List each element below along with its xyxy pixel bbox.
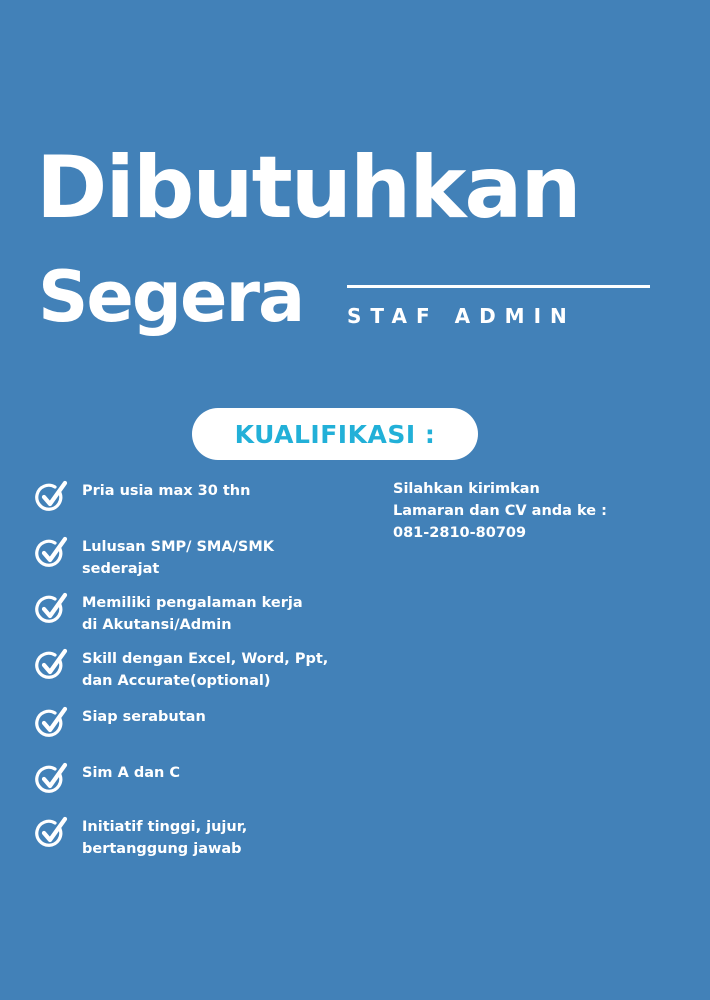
contact-line-1: Silahkan kirimkan [393,481,540,497]
item-text-line2: bertanggung jawab [82,841,242,857]
check-circle-icon [34,592,68,626]
item-text-line2: di Akutansi/Admin [82,617,232,633]
check-circle-icon [34,816,68,850]
item-text-line1: Siap serabutan [82,709,206,725]
title-line-1: Dibutuhkan [36,138,580,238]
contact-line-2: Lamaran dan CV anda ke : [393,503,607,519]
list-item [34,706,206,740]
item-text-line2: sederajat [82,561,160,577]
list-item [34,592,303,636]
divider-line [347,285,650,288]
item-text-line1: Pria usia max 30 thn [82,483,251,499]
check-circle-icon [34,480,68,514]
list-item [34,536,274,580]
check-circle-icon [34,706,68,740]
check-circle-icon [34,536,68,570]
item-text-line1: Lulusan SMP/ SMA/SMK [82,539,274,555]
list-item [34,648,328,692]
list-item [34,816,247,860]
list-item [34,480,250,514]
title-line-2: Segera [38,256,304,338]
item-text-line2: dan Accurate(optional) [82,673,271,689]
item-text-line1: Skill dengan Excel, Word, Ppt, [82,651,329,667]
position-title: STAF ADMIN [347,304,576,328]
contact-phone: 081-2810-80709 [393,525,527,541]
item-text-line1: Sim A dan C [82,765,181,781]
check-circle-icon [34,648,68,682]
check-circle-icon [34,762,68,796]
qualifications-heading-pill [192,408,478,460]
qualifications-heading: KUALIFIKASI : [234,419,436,449]
item-text-line1: Memiliki pengalaman kerja [82,595,303,611]
list-item [34,762,180,796]
contact-info [393,478,607,544]
item-text-line1: Initiatif tinggi, jujur, [82,819,248,835]
